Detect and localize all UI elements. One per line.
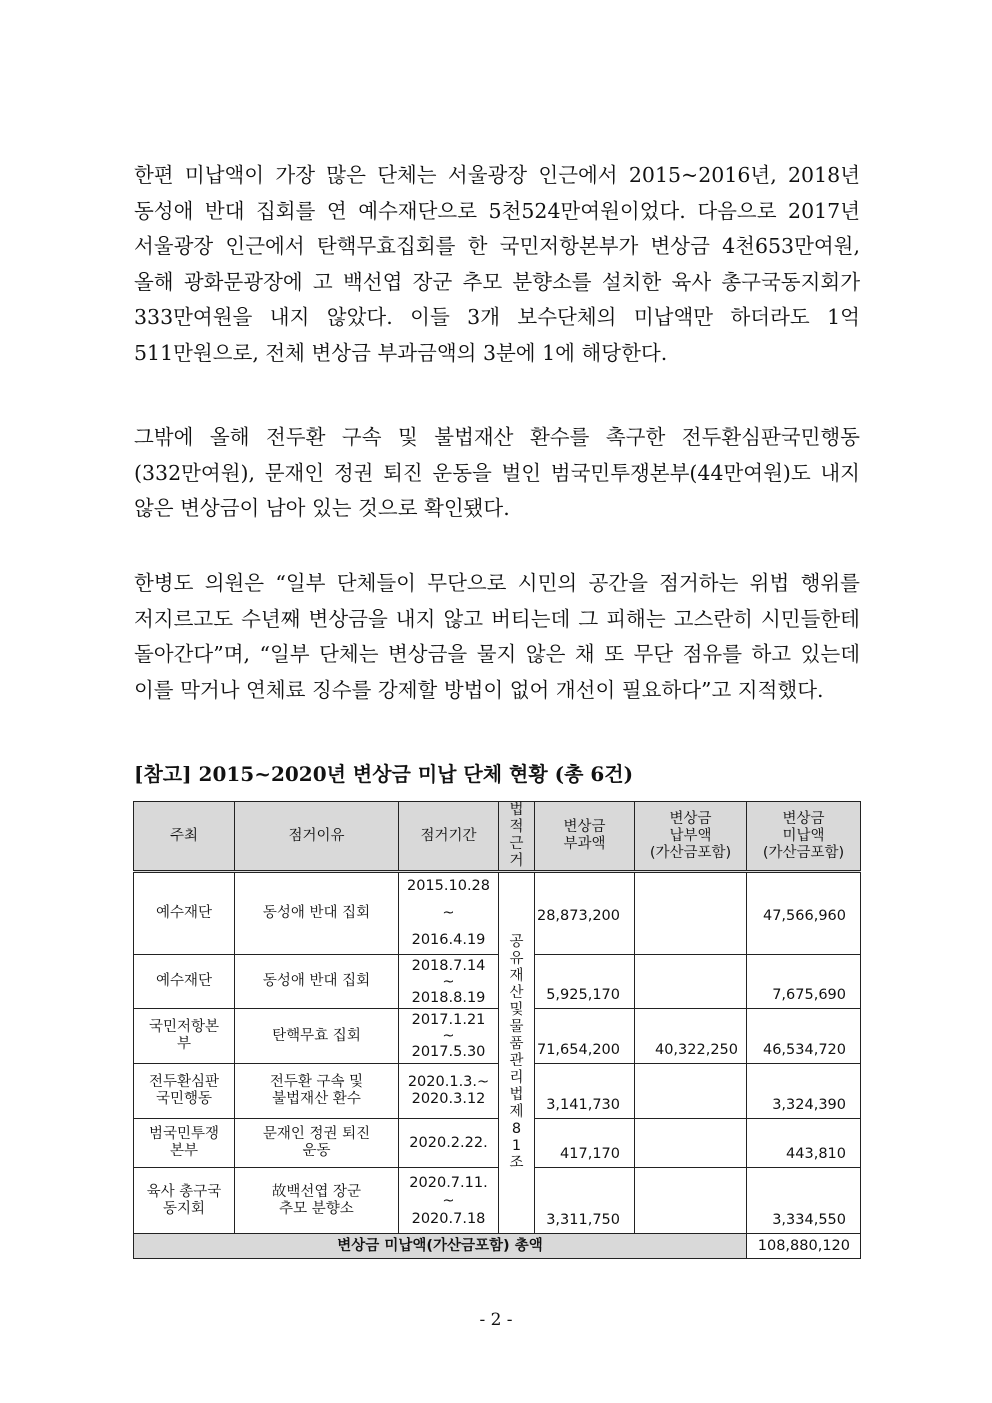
table-total-row [134,1234,861,1259]
cell-levied: 3,311,750 [535,1168,635,1234]
cell-unpaid: 3,334,550 [747,1168,861,1234]
cell-unpaid: 443,810 [747,1119,861,1168]
paragraph-other-groups: 그밖에 올해 전두환 구속 및 불법재산 환수를 촉구한 전두환심판국민행동(332만여원), 문재인 정권 퇴진 운동을 벌인 범국민투쟁본부(44만여원)도 내지 않은 변상금이 남아 있는 것으로 확인됐다. [134,425,860,520]
cell-host: 예수재단 [134,872,235,955]
reference-title: [참고] 2015~2020년 변상금 미납 단체 현황 (총 6건) [134,762,634,786]
cell-host: 전두환심판 국민행동 [134,1064,235,1119]
cell-reason: 문재인 정권 퇴진 운동 [235,1119,399,1168]
table-row [134,1009,861,1064]
cell-paid [635,872,747,955]
table-row [134,1064,861,1119]
cell-period: 2020.1.3.~ 2020.3.12 [399,1064,499,1119]
cell-host: 육사 총구국 동지회 [134,1168,235,1234]
cell-paid [635,1119,747,1168]
cell-paid [635,1168,747,1234]
header-host: 주최 [134,802,235,872]
cell-paid: 40,322,250 [635,1009,747,1064]
cell-host: 국민저항본 부 [134,1009,235,1064]
cell-period: 2015.10.28 ~ 2016.4.19 [399,872,499,955]
unpaid-fees-table [133,801,861,1259]
cell-host: 예수재단 [134,955,235,1009]
header-unpaid: 변상금 미납액 (가산금포함) [747,802,861,872]
cell-unpaid: 47,566,960 [747,872,861,955]
cell-reason: 전두환 구속 및 불법재산 환수 [235,1064,399,1119]
cell-unpaid: 3,324,390 [747,1064,861,1119]
table-row [134,872,861,955]
cell-period: 2020.7.11. ~ 2020.7.18 [399,1168,499,1234]
header-reason: 점거이유 [235,802,399,872]
total-label: 변상금 미납액(가산금포함) 총액 [134,1234,747,1259]
cell-reason: 동성애 반대 집회 [235,872,399,955]
table-row [134,955,861,1009]
cell-reason: 동성애 반대 집회 [235,955,399,1009]
page-number: - 2 - [479,1310,513,1330]
cell-levied: 28,873,200 [535,872,635,955]
cell-unpaid: 46,534,720 [747,1009,861,1064]
cell-paid [635,1064,747,1119]
cell-period: 2018.7.14 ~ 2018.8.19 [399,955,499,1009]
table-row [134,1119,861,1168]
cell-unpaid: 7,675,690 [747,955,861,1009]
table-header-row [134,802,861,872]
table-row [134,1168,861,1234]
paragraph-unpaid-largest: 한편 미납액이 가장 많은 단체는 서울광장 인근에서 2015~2016년, 2018년 동성애 반대 집회를 연 예수재단으로 5천524만여원이었다. 다음으로 2017년 서울광장 인근에서 탄핵무효집회를 한 국민저항본부가 변상금 4천653만여원, 올해 광화문광장에 고 백선엽 장군 추모 분향소를 설치한 육사 총구국동지회가 333만여원을 내지 않았다. 이들 3개 보수단체의 미납액만 하더라도 1억 511만원으로, 전체 변상금 부과금액의 3분에 1에 해당한다. [134,163,860,365]
cell-reason: 故백선엽 장군 추모 분향소 [235,1168,399,1234]
cell-law-basis: 공유재산및물품관리법제81조 [499,872,535,1234]
cell-levied: 3,141,730 [535,1064,635,1119]
cell-host: 범국민투쟁 본부 [134,1119,235,1168]
header-period: 점거기간 [399,802,499,872]
paragraph-lawmaker-quote: 한병도 의원은 “일부 단체들이 무단으로 시민의 공간을 점거하는 위법 행위를 저지르고도 수년째 변상금을 내지 않고 버티는데 그 피해는 고스란히 시민들한테 돌아간다”며, “일부 단체는 변상금을 물지 않은 채 또 무단 점유를 하고 있는데 이를 막거나 연체료 징수를 강제할 방법이 없어 개선이 필요하다”고 지적했다. [134,571,860,702]
header-paid: 변상금 납부액 (가산금포함) [635,802,747,872]
cell-paid [635,955,747,1009]
cell-levied: 417,170 [535,1119,635,1168]
cell-period: 2020.2.22. [399,1119,499,1168]
cell-levied: 5,925,170 [535,955,635,1009]
header-levied: 변상금 부과액 [535,802,635,872]
cell-reason: 탄핵무효 집회 [235,1009,399,1064]
total-value: 108,880,120 [747,1234,861,1259]
cell-period: 2017.1.21 ~ 2017.5.30 [399,1009,499,1064]
cell-levied: 71,654,200 [535,1009,635,1064]
header-law: 법적근거 [499,802,535,872]
